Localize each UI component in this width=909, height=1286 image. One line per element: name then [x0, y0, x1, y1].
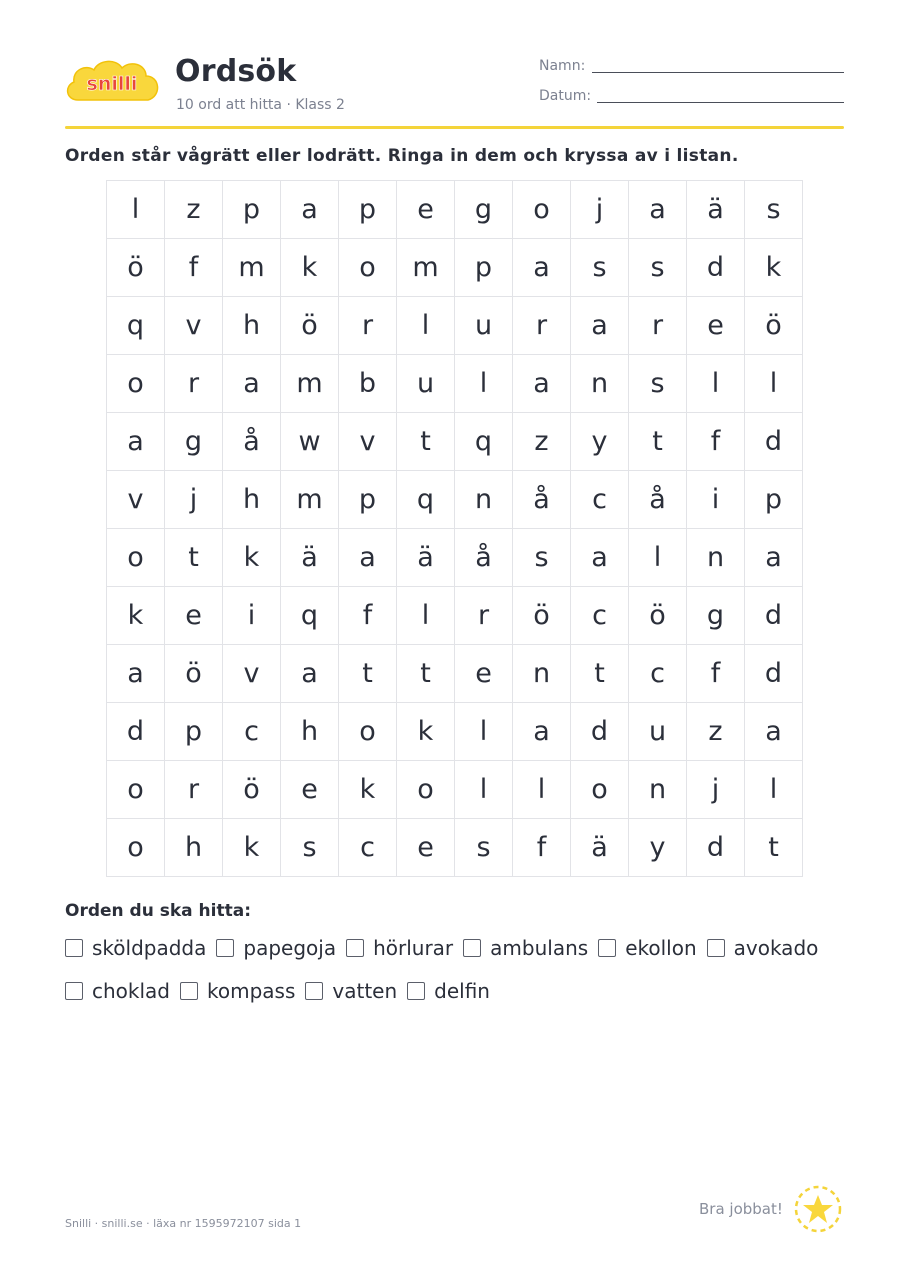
- page-title: Ordsök: [175, 54, 297, 89]
- grid-cell[interactable]: l: [745, 355, 803, 413]
- grid-cell[interactable]: n: [687, 529, 745, 587]
- grid-cell[interactable]: v: [339, 413, 397, 471]
- grid-cell[interactable]: n: [455, 471, 513, 529]
- grid-cell[interactable]: d: [745, 645, 803, 703]
- grid-cell[interactable]: ö: [629, 587, 687, 645]
- grid-cell[interactable]: l: [455, 703, 513, 761]
- grid-cell[interactable]: t: [397, 645, 455, 703]
- grid-cell[interactable]: y: [571, 413, 629, 471]
- praise-text: Bra jobbat!: [699, 1200, 783, 1218]
- checkbox-icon[interactable]: [305, 982, 323, 1000]
- grid-cell[interactable]: o: [397, 761, 455, 819]
- grid-cell[interactable]: p: [223, 181, 281, 239]
- grid-cell[interactable]: a: [629, 181, 687, 239]
- word-item: [216, 936, 336, 960]
- grid-cell[interactable]: l: [397, 587, 455, 645]
- grid-cell[interactable]: s: [745, 181, 803, 239]
- grid-cell[interactable]: c: [571, 471, 629, 529]
- grid-cell[interactable]: l: [455, 761, 513, 819]
- grid-cell[interactable]: f: [165, 239, 223, 297]
- grid-cell[interactable]: z: [165, 181, 223, 239]
- grid-cell[interactable]: a: [513, 239, 571, 297]
- word-label: papegoja: [243, 936, 337, 960]
- grid-cell[interactable]: d: [687, 819, 745, 877]
- checkbox-icon[interactable]: [216, 939, 234, 957]
- word-item: [305, 979, 397, 1003]
- word-item: [407, 979, 490, 1003]
- grid-cell[interactable]: u: [629, 703, 687, 761]
- grid-cell[interactable]: p: [455, 239, 513, 297]
- grid-cell[interactable]: h: [223, 297, 281, 355]
- grid-cell[interactable]: g: [455, 181, 513, 239]
- grid-cell[interactable]: u: [455, 297, 513, 355]
- grid-cell[interactable]: å: [455, 529, 513, 587]
- grid-cell[interactable]: t: [165, 529, 223, 587]
- grid-cell[interactable]: p: [339, 471, 397, 529]
- grid-cell[interactable]: k: [397, 703, 455, 761]
- grid-cell[interactable]: å: [629, 471, 687, 529]
- grid-cell[interactable]: o: [339, 703, 397, 761]
- word-item: [598, 936, 696, 960]
- grid-cell[interactable]: z: [687, 703, 745, 761]
- grid-cell[interactable]: l: [513, 761, 571, 819]
- grid-cell[interactable]: r: [455, 587, 513, 645]
- date-field[interactable]: [597, 102, 844, 103]
- word-search-grid: [106, 180, 803, 877]
- grid-cell[interactable]: k: [223, 819, 281, 877]
- word-label: kompass: [207, 979, 296, 1003]
- grid-cell[interactable]: k: [339, 761, 397, 819]
- checkbox-icon[interactable]: [407, 982, 425, 1000]
- grid-cell[interactable]: h: [281, 703, 339, 761]
- grid-cell[interactable]: v: [165, 297, 223, 355]
- grid-cell[interactable]: k: [223, 529, 281, 587]
- grid-cell[interactable]: t: [339, 645, 397, 703]
- grid-cell[interactable]: a: [745, 703, 803, 761]
- grid-cell[interactable]: i: [687, 471, 745, 529]
- word-item: [65, 936, 206, 960]
- word-item: [346, 936, 453, 960]
- word-label: avokado: [733, 936, 819, 960]
- grid-cell[interactable]: f: [513, 819, 571, 877]
- name-field[interactable]: [592, 72, 844, 73]
- word-item: [463, 936, 588, 960]
- checkbox-icon[interactable]: [65, 939, 83, 957]
- grid-cell[interactable]: h: [223, 471, 281, 529]
- grid-cell[interactable]: w: [281, 413, 339, 471]
- grid-cell[interactable]: y: [629, 819, 687, 877]
- grid-cell[interactable]: e: [687, 297, 745, 355]
- grid-cell[interactable]: v: [107, 471, 165, 529]
- grid-cell[interactable]: d: [745, 587, 803, 645]
- grid-cell[interactable]: t: [745, 819, 803, 877]
- grid-cell[interactable]: s: [629, 355, 687, 413]
- grid-cell[interactable]: e: [397, 181, 455, 239]
- grid-cell[interactable]: s: [281, 819, 339, 877]
- word-list-row-2: [65, 979, 500, 1003]
- grid-cell[interactable]: m: [397, 239, 455, 297]
- grid-cell[interactable]: a: [107, 413, 165, 471]
- grid-cell[interactable]: t: [397, 413, 455, 471]
- grid-cell[interactable]: v: [223, 645, 281, 703]
- grid-cell[interactable]: e: [397, 819, 455, 877]
- grid-cell[interactable]: s: [629, 239, 687, 297]
- grid-cell[interactable]: u: [397, 355, 455, 413]
- grid-cell[interactable]: a: [571, 529, 629, 587]
- grid-cell[interactable]: ä: [571, 819, 629, 877]
- grid-cell[interactable]: a: [281, 645, 339, 703]
- grid-cell[interactable]: d: [107, 703, 165, 761]
- snilli-logo: [64, 56, 162, 110]
- word-label: ekollon: [625, 936, 697, 960]
- grid-cell[interactable]: ö: [281, 297, 339, 355]
- grid-cell[interactable]: o: [107, 355, 165, 413]
- grid-cell[interactable]: d: [687, 239, 745, 297]
- date-label: Datum:: [539, 88, 592, 104]
- grid-cell[interactable]: l: [629, 529, 687, 587]
- grid-cell[interactable]: t: [629, 413, 687, 471]
- grid-cell[interactable]: f: [687, 413, 745, 471]
- grid-cell[interactable]: a: [745, 529, 803, 587]
- grid-cell[interactable]: f: [339, 587, 397, 645]
- grid-cell[interactable]: a: [571, 297, 629, 355]
- grid-cell[interactable]: l: [455, 355, 513, 413]
- grid-cell[interactable]: h: [165, 819, 223, 877]
- grid-cell[interactable]: ö: [513, 587, 571, 645]
- grid-cell[interactable]: o: [107, 761, 165, 819]
- grid-cell[interactable]: e: [455, 645, 513, 703]
- grid-cell[interactable]: a: [281, 181, 339, 239]
- grid-cell[interactable]: o: [107, 819, 165, 877]
- grid-cell[interactable]: m: [281, 355, 339, 413]
- grid-cell[interactable]: d: [745, 413, 803, 471]
- grid-cell[interactable]: r: [165, 355, 223, 413]
- word-label: sköldpadda: [92, 936, 207, 960]
- word-label: delfin: [434, 979, 490, 1003]
- grid-cell[interactable]: b: [339, 355, 397, 413]
- grid-cell[interactable]: ö: [223, 761, 281, 819]
- grid-cell[interactable]: r: [339, 297, 397, 355]
- grid-cell[interactable]: l: [745, 761, 803, 819]
- grid-cell[interactable]: n: [629, 761, 687, 819]
- grid-cell[interactable]: o: [339, 239, 397, 297]
- checkbox-icon[interactable]: [463, 939, 481, 957]
- grid-cell[interactable]: f: [687, 645, 745, 703]
- grid-cell[interactable]: k: [107, 587, 165, 645]
- logo-text: snilli: [86, 73, 138, 95]
- grid-cell[interactable]: r: [165, 761, 223, 819]
- word-list-row-1: [65, 936, 828, 960]
- checkbox-icon[interactable]: [707, 939, 725, 957]
- grid-cell[interactable]: g: [687, 587, 745, 645]
- grid-cell[interactable]: i: [223, 587, 281, 645]
- checkbox-icon[interactable]: [180, 982, 198, 1000]
- grid-cell[interactable]: k: [281, 239, 339, 297]
- grid-cell[interactable]: ä: [397, 529, 455, 587]
- star-badge-icon: [793, 1184, 843, 1234]
- grid-cell[interactable]: r: [629, 297, 687, 355]
- grid-cell[interactable]: m: [223, 239, 281, 297]
- grid-cell[interactable]: j: [687, 761, 745, 819]
- grid-cell[interactable]: l: [397, 297, 455, 355]
- word-label: vatten: [332, 979, 398, 1003]
- grid-cell[interactable]: å: [223, 413, 281, 471]
- words-heading: Orden du ska hitta:: [65, 901, 252, 921]
- grid-cell[interactable]: z: [513, 413, 571, 471]
- grid-cell[interactable]: a: [223, 355, 281, 413]
- header-divider: [65, 126, 844, 129]
- grid-cell[interactable]: c: [571, 587, 629, 645]
- grid-cell[interactable]: q: [455, 413, 513, 471]
- word-item: [180, 979, 295, 1003]
- grid-cell[interactable]: p: [165, 703, 223, 761]
- word-item: [707, 936, 819, 960]
- word-item: [65, 979, 170, 1003]
- grid-cell[interactable]: r: [513, 297, 571, 355]
- grid-cell[interactable]: l: [687, 355, 745, 413]
- grid-cell[interactable]: c: [223, 703, 281, 761]
- grid-cell[interactable]: p: [745, 471, 803, 529]
- grid-cell[interactable]: q: [281, 587, 339, 645]
- grid-cell[interactable]: s: [455, 819, 513, 877]
- grid-cell[interactable]: o: [513, 181, 571, 239]
- grid-cell[interactable]: o: [107, 529, 165, 587]
- grid-cell[interactable]: q: [107, 297, 165, 355]
- grid-cell[interactable]: s: [513, 529, 571, 587]
- page-subtitle: 10 ord att hitta · Klass 2: [176, 97, 345, 113]
- grid-cell[interactable]: g: [165, 413, 223, 471]
- grid-cell[interactable]: a: [513, 355, 571, 413]
- grid-cell[interactable]: a: [107, 645, 165, 703]
- grid-cell[interactable]: c: [339, 819, 397, 877]
- grid-cell[interactable]: m: [281, 471, 339, 529]
- grid-cell[interactable]: k: [745, 239, 803, 297]
- grid-cell[interactable]: ö: [107, 239, 165, 297]
- checkbox-icon[interactable]: [346, 939, 364, 957]
- grid-cell[interactable]: ö: [165, 645, 223, 703]
- name-label: Namn:: [539, 58, 586, 74]
- grid-cell[interactable]: q: [397, 471, 455, 529]
- grid-cell[interactable]: ä: [687, 181, 745, 239]
- word-label: hörlurar: [373, 936, 454, 960]
- grid-cell[interactable]: j: [165, 471, 223, 529]
- grid-cell[interactable]: n: [571, 355, 629, 413]
- grid-cell[interactable]: a: [339, 529, 397, 587]
- grid-cell[interactable]: p: [339, 181, 397, 239]
- grid-cell[interactable]: ä: [281, 529, 339, 587]
- grid-cell[interactable]: n: [513, 645, 571, 703]
- grid-cell[interactable]: e: [165, 587, 223, 645]
- grid-cell[interactable]: ö: [745, 297, 803, 355]
- footer-text: Snilli · snilli.se · läxa nr 1595972107 sida 1: [65, 1217, 302, 1230]
- grid-cell[interactable]: å: [513, 471, 571, 529]
- grid-cell[interactable]: j: [571, 181, 629, 239]
- grid-cell[interactable]: d: [571, 703, 629, 761]
- checkbox-icon[interactable]: [598, 939, 616, 957]
- word-label: choklad: [92, 979, 170, 1003]
- grid-cell[interactable]: s: [571, 239, 629, 297]
- word-label: ambulans: [490, 936, 589, 960]
- grid-cell[interactable]: c: [629, 645, 687, 703]
- grid-cell[interactable]: e: [281, 761, 339, 819]
- grid-cell[interactable]: l: [107, 181, 165, 239]
- instruction-text: Orden står vågrätt eller lodrätt. Ringa in dem och kryssa av i listan.: [65, 146, 739, 166]
- checkbox-icon[interactable]: [65, 982, 83, 1000]
- grid-cell[interactable]: a: [513, 703, 571, 761]
- grid-cell[interactable]: o: [571, 761, 629, 819]
- grid-cell[interactable]: t: [571, 645, 629, 703]
